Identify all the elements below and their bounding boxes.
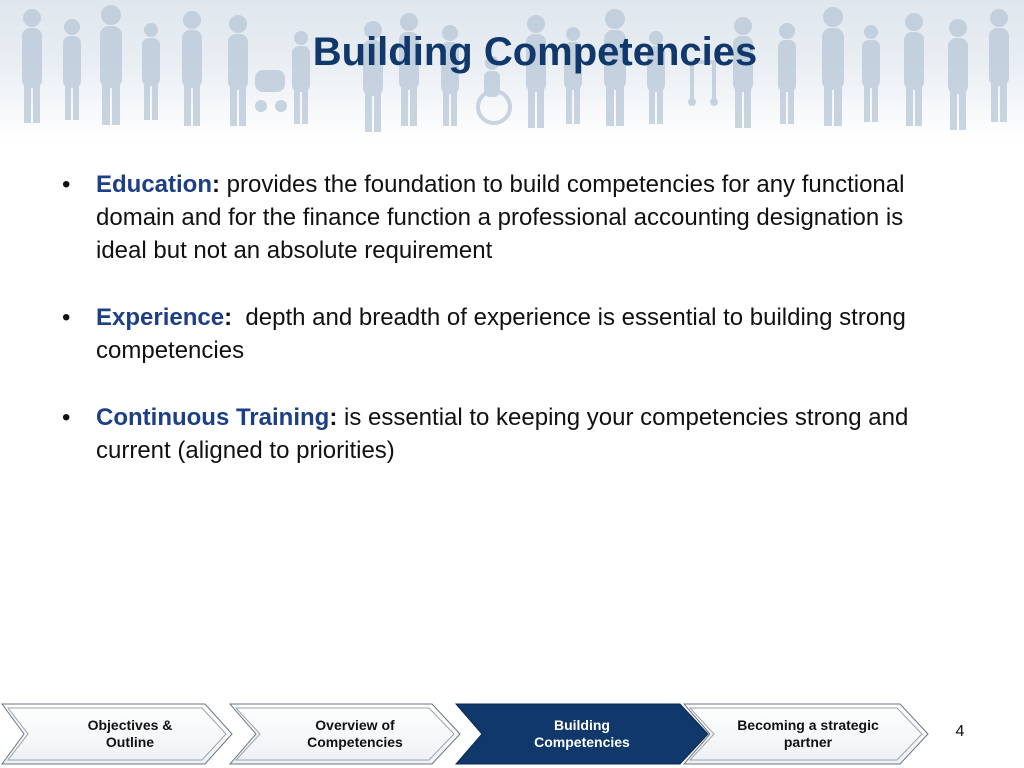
section-navigation xyxy=(0,700,930,768)
bullet-continuous-training xyxy=(60,401,960,467)
nav-step-line2: Competencies xyxy=(307,734,403,750)
bullet-experience xyxy=(60,301,960,367)
bullet-text: provides the foundation to build competencies for any functional domain and for the finance function a professional accounting designation is ideal but not an absolute requirement xyxy=(96,171,912,264)
nav-step-overview[interactable] xyxy=(255,700,455,768)
bullet-colon: : xyxy=(224,304,233,331)
bullet-education xyxy=(60,168,960,267)
nav-step-line1: Becoming a strategic xyxy=(737,717,879,733)
nav-step-strategic-partner[interactable] xyxy=(708,700,908,768)
bullet-text: depth and breadth of experience is essential to building strong competencies xyxy=(96,304,913,364)
nav-step-objectives[interactable] xyxy=(30,700,230,768)
nav-step-building-active[interactable] xyxy=(482,700,682,768)
bullet-term: Education xyxy=(96,171,213,198)
bullet-colon: : xyxy=(329,404,338,431)
bullet-list xyxy=(60,168,960,501)
bullet-dot-icon: • xyxy=(62,304,71,331)
slide-title: Building Competencies xyxy=(312,30,758,74)
page-number: 4 xyxy=(955,723,965,740)
bullet-dot-icon: • xyxy=(62,171,71,198)
nav-step-line1: Building xyxy=(553,717,610,733)
bullet-dot-icon: • xyxy=(62,404,71,431)
nav-step-line1: Objectives & xyxy=(87,717,173,733)
bullet-text: is essential to keeping your competencies strong and current (aligned to priorities) xyxy=(96,404,915,464)
bullet-colon: : xyxy=(212,171,221,198)
nav-step-line2: partner xyxy=(783,734,833,750)
nav-step-line2: Competencies xyxy=(534,734,630,750)
bullet-term: Continuous Training xyxy=(96,404,330,431)
nav-step-line2: Outline xyxy=(105,734,155,750)
bullet-term: Experience xyxy=(96,304,225,331)
nav-step-line1: Overview of xyxy=(315,717,395,733)
